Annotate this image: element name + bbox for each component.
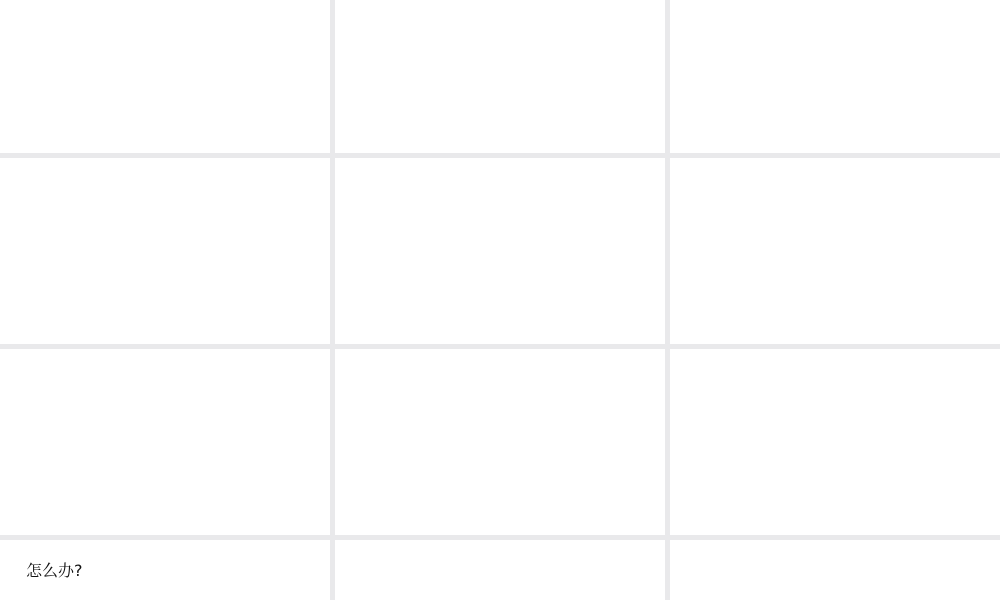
slide-thumbnail[interactable] [0, 0, 330, 153]
slide-thumbnail[interactable] [335, 540, 665, 600]
slide-thumbnail[interactable] [335, 0, 665, 153]
slide-thumbnail[interactable] [670, 349, 1000, 535]
slide-thumbnail[interactable] [670, 158, 1000, 344]
slide-thumbnail[interactable] [0, 158, 330, 344]
slide-thumbnail[interactable] [335, 349, 665, 535]
slide-thumbnail[interactable] [670, 540, 1000, 600]
slide-thumbnail[interactable] [670, 0, 1000, 153]
slide-title: 怎么办? [26, 561, 83, 580]
slide-thumbnail[interactable] [0, 540, 330, 600]
slide-thumbnail[interactable] [0, 349, 330, 535]
slide-thumbnail[interactable] [335, 158, 665, 344]
